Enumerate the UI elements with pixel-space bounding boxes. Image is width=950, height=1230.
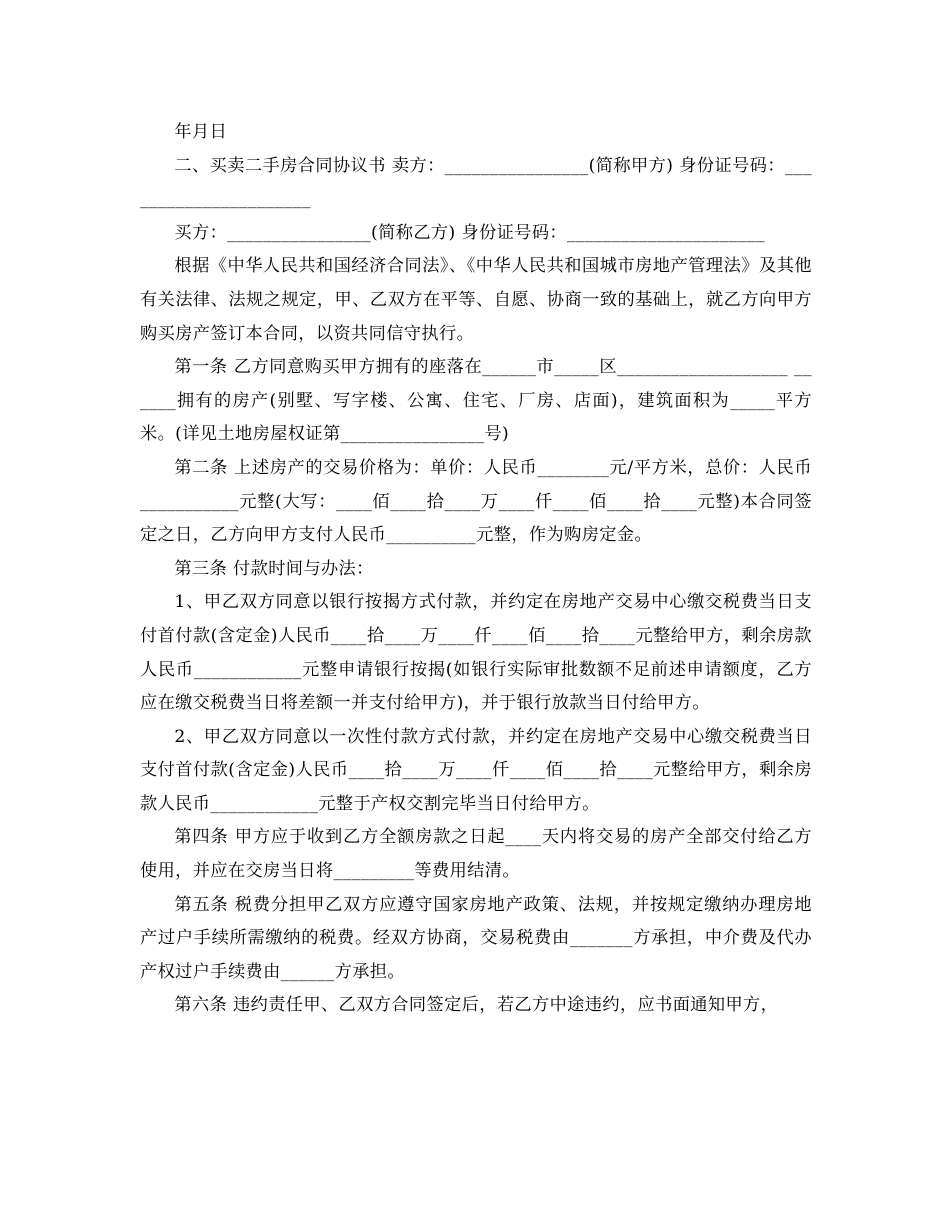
buyer-line: 买方：________________(简称乙方) 身份证号码：______________________ (174, 222, 765, 243)
article-3-clause-1: 1、甲乙双方同意以银行按揭方式付款，并约定在房地产交易中心缴交税费当日支付首付款(含定金)人民币____拾____万____仟____佰____拾____元整给甲方，剩余房款人民币____________元整申请银行按揭(如银行实际审批数额不足前述申请额度，乙方应在缴交税费当日将差额一并支付给甲方)，并于银行放款当日付给甲方。 (140, 592, 812, 714)
article-2-price: 第二条 上述房产的交易价格为：单价：人民币________元/平方米，总价：人民币___________元整(大写：____佰____拾____万____仟____佰____拾____元整)本合同签定之日，乙方向甲方支付人民币__________元整，作为购房定金。 (140, 457, 812, 546)
legal-basis-paragraph: 根据《中华人民共和国经济合同法》、《中华人民共和国城市房地产管理法》及其他有关法律、法规之规定，甲、乙双方在平等、自愿、协商一致的基础上，就乙方向甲方购买房产签订本合同，以资共同信守执行。 (140, 256, 812, 344)
article-5-taxes: 第五条 税费分担甲乙双方应遵守国家房地产政策、法规，并按规定缴纳办理房地产过户手续所需缴纳的税费。经双方协商，交易税费由_______方承担，中介费及代办产权过户手续费由______方承担。 (140, 894, 812, 982)
date-line: 年月日 (174, 122, 228, 142)
contract-body (140, 116, 812, 1023)
contract-title-seller-line: 二、买卖二手房合同协议书 卖方：________________(简称甲方) 身份证号码：______________________ (140, 155, 812, 210)
article-1-property: 第一条 乙方同意购买甲方拥有的座落在______市_____区___________________ ______拥有的房产(别墅、写字楼、公寓、住宅、厂房、店面)，建筑面积为_____平方米。(详见土地房屋权证第________________号) (140, 357, 812, 445)
article-3-heading: 第三条 付款时间与办法： (174, 558, 374, 579)
article-4-handover: 第四条 甲方应于收到乙方全额房款之日起____天内将交易的房产全部交付给乙方使用，并应在交房当日将_________等费用结清。 (140, 827, 812, 882)
article-3-clause-2: 2、甲乙双方同意以一次性付款方式付款，并约定在房地产交易中心缴交税费当日支付首付款(含定金)人民币____拾____万____仟____佰____拾____元整给甲方，剩余房款人民币____________元整于产权交割完毕当日付给甲方。 (140, 726, 812, 814)
article-6-breach: 第六条 违约责任甲、乙双方合同签定后，若乙方中途违约，应书面通知甲方， (174, 995, 779, 1016)
